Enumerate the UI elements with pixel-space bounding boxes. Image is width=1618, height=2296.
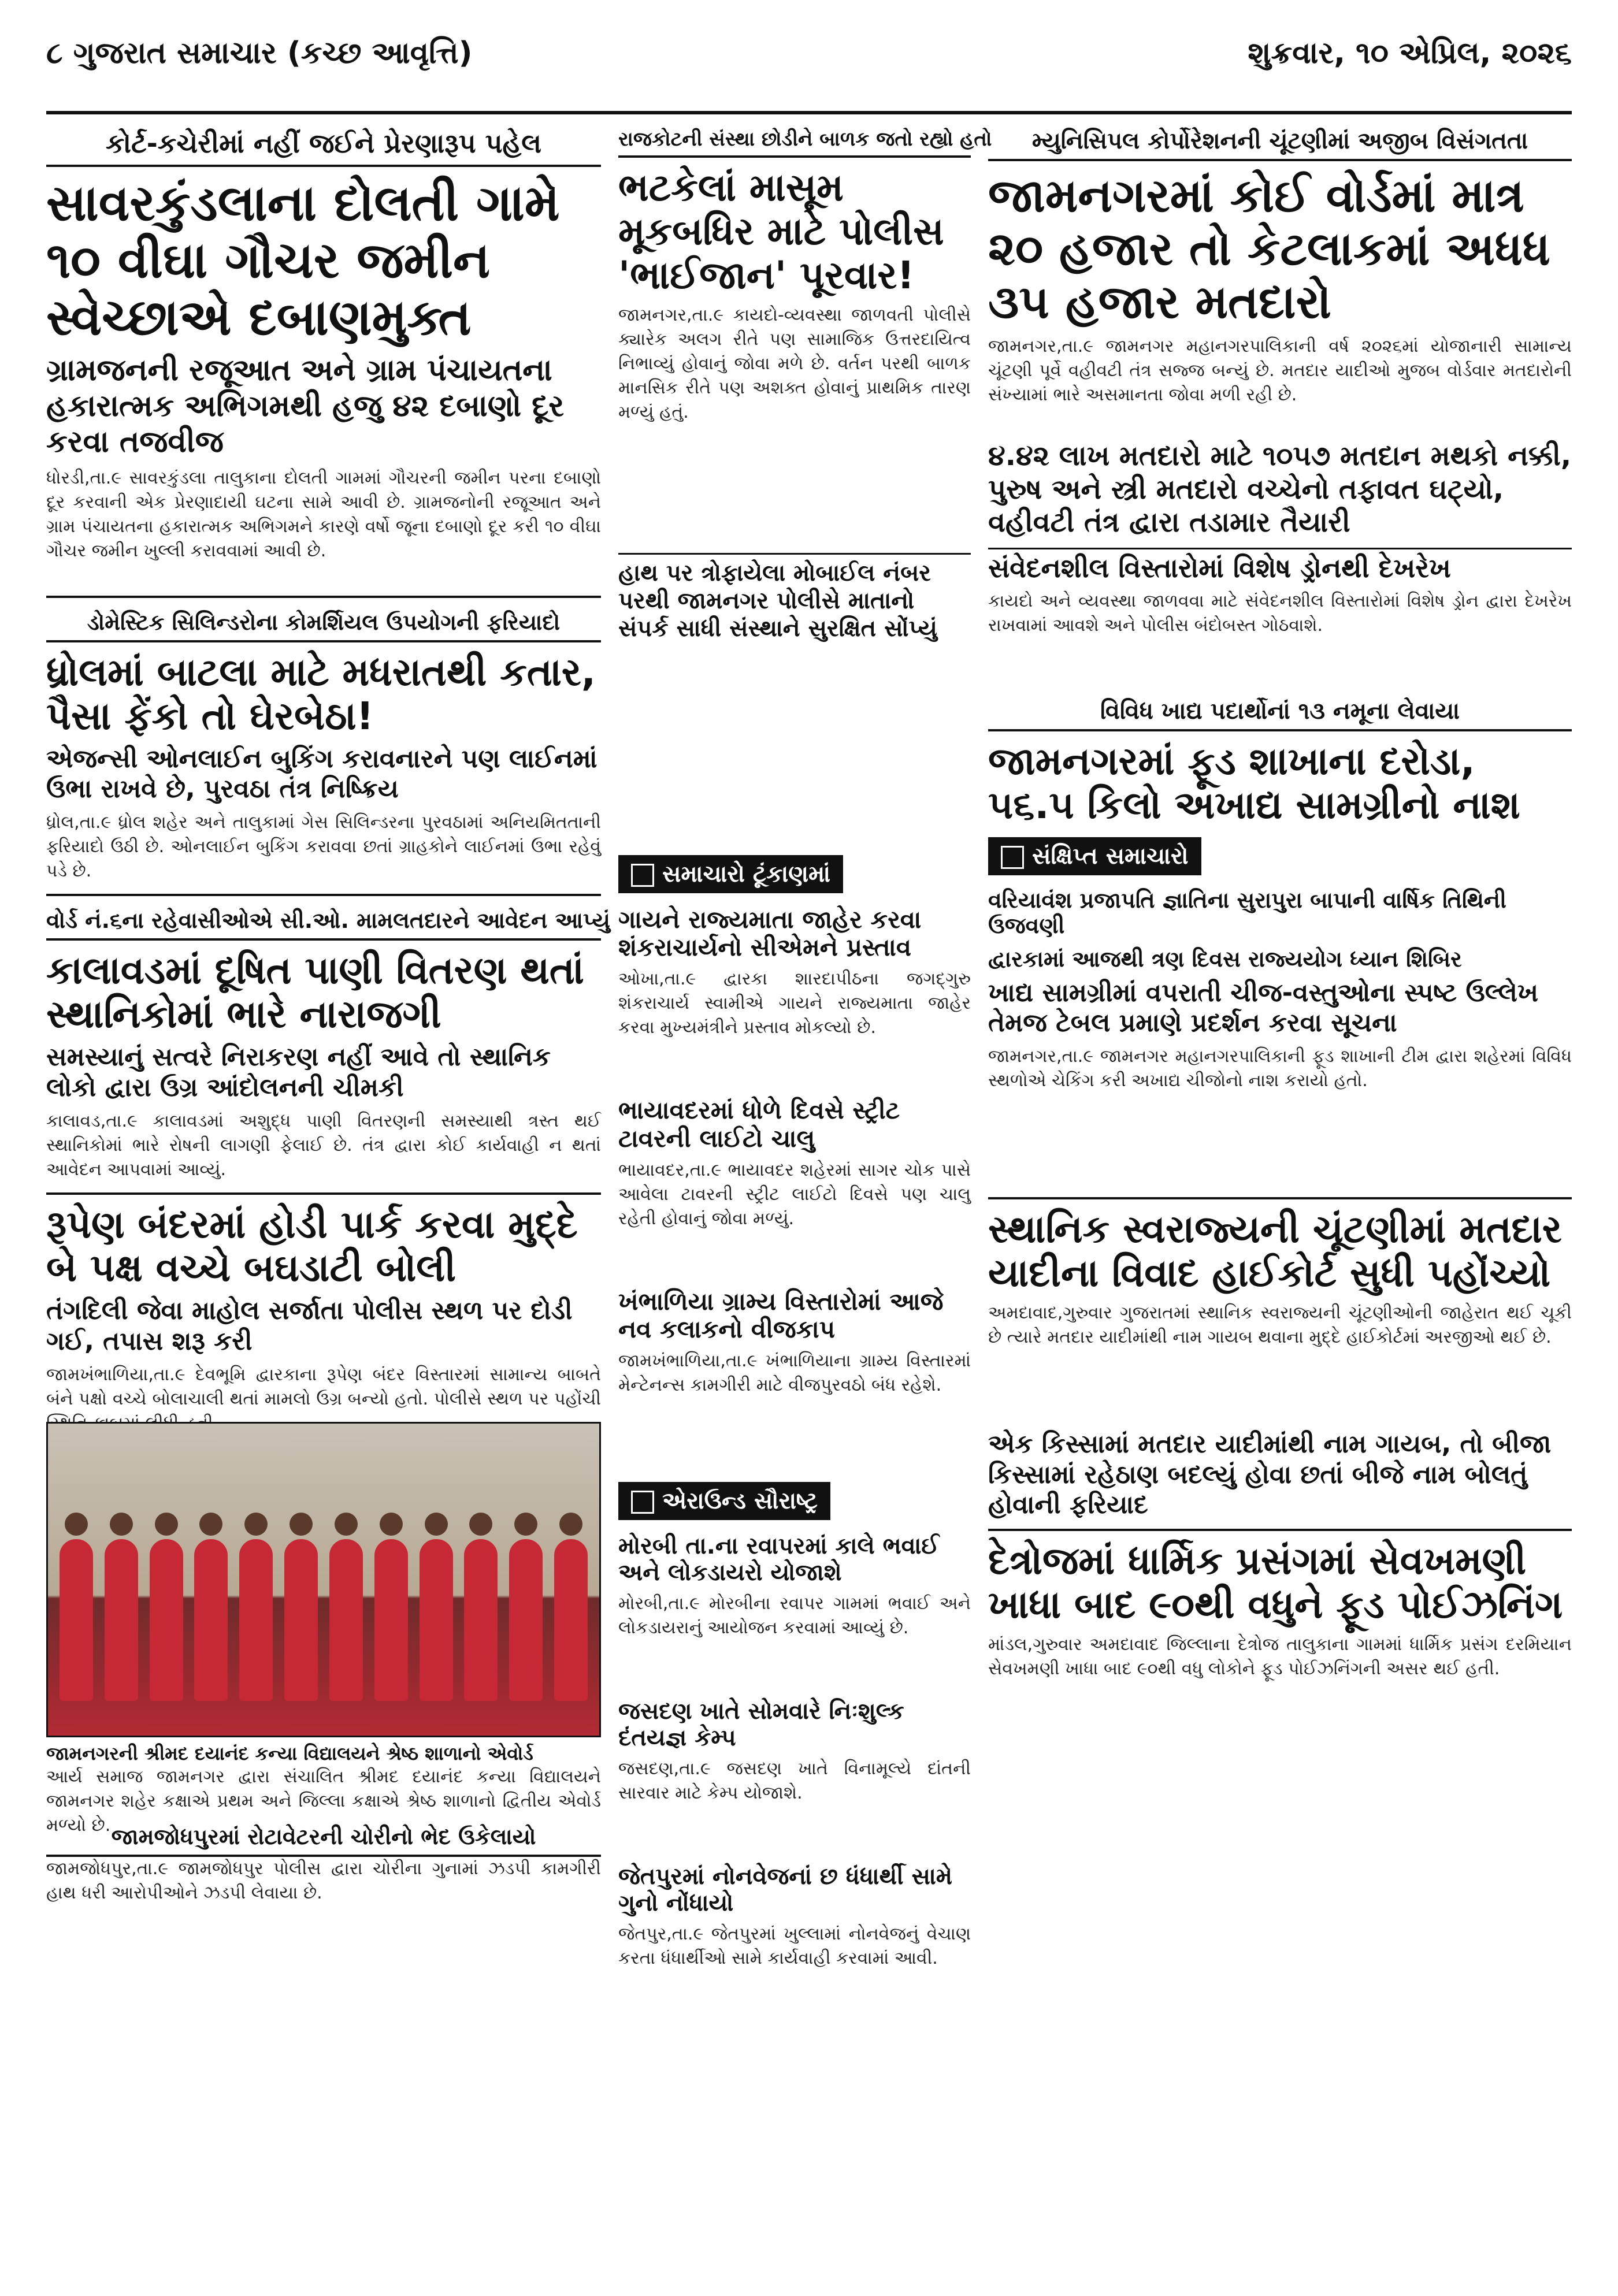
newspaper-name-page: ૮ ગુજરાત સમાચાર (કચ્છ આવૃત્તિ) <box>46 36 473 70</box>
story3-kicker: વોર્ડ નં.૬ના રહેવાસીઓએ સી.ઓ. મામલતદારને આવેદન આપ્યું <box>46 904 601 941</box>
masthead <box>46 24 1572 114</box>
story2-kicker: ડોમેસ્ટિક સિલિન્ડરોના કોમર્શિયલ ઉપયોગની ફરિયાદો <box>46 606 601 642</box>
around1-headline: મોરબી તા.ના રવાપરમાં કાલે ભવાઈ અને લોકડાયરો યોજાશે <box>618 1533 940 1587</box>
col3-brief1-headline: વરિયાવંશ પ્રજાપતિ જ્ઞાતિના સુરાપુરા બાપાની વાર્ષિક તિથિની ઉજવણી <box>988 887 1506 939</box>
story2-headline: ધ્રોલમાં બાટલા માટે મધરાતથી કતાર, પૈસા ફેંકો તો ઘેરબેઠા! <box>46 649 596 738</box>
food-poisoning-body: માંડલ,ગુરુવાર અમદાવાદ જિલ્લાના દેત્રોજ તાલુકાના ગામમાં ધાર્મિક પ્રસંગ દરમિયાન સેવખમણી ખાધા બાદ ૯૦થી વધુ લોકોને ફૂડ પોઈઝનિંગની અસર થઈ હતી. <box>988 1634 1572 1680</box>
story-body: જામનગર,તા.૯ કાયદો-વ્યવસ્થા જાળવતી પોલીસે ક્યારેક અલગ રીતે પણ સામાજિક ઉત્તરદાયિત્વ નિભાવ્યું હોવાનું જોવા મળે છે. વર્તન પરથી બાળક માનસિક રીતે પણ અશક્ત હોવાનું પ્રાથમિક તારણ મળ્યું હતું. <box>618 304 971 422</box>
story3-headline: કાલાવડમાં દૂષિત પાણી વિતરણ થતાં સ્થાનિકોમાં ભારે નારાજગી <box>46 948 584 1037</box>
col3-brief2-headline: દ્વારકામાં આજથી ત્રણ દિવસ રાજ્યયોગ ધ્યાન શિબિર <box>988 946 1462 972</box>
school-group-photo <box>46 1422 601 1737</box>
brief1-body: ઓખા,તા.૯ દ્વારકા શારદાપીઠના જગદ્ગુરુ શંકરાચાર્ય સ્વામીએ ગાયને રાજ્યમાતા જાહેર કરવા મુખ્યમંત્રીને પ્રસ્તાવ મોકલ્યો છે. <box>618 969 971 1038</box>
story4-subheadline: તંગદિલી જેવા માહોલ સર્જાતા પોલીસ સ્થળ પર દોડી ગઈ, તપાસ શરૂ કરી <box>46 1296 573 1357</box>
story-kicker: રાજકોટની સંસ્થા છોડીને બાળક જતો રહ્યો હતો <box>618 124 971 158</box>
story4-body: જામખંભાળિયા,તા.૯ દેવભૂમિ દ્વારકાના રૂપેણ બંદર વિસ્તારમાં સામાન્ય બાબતે બંને પક્ષો વચ્ચે બોલાચાલી થતાં મામલો ઉગ્ર બન્યો હતો. પોલીસે સ્થળ પર પહોંચી <box>46 1364 601 1409</box>
story3-body: કાલાવડ,તા.૯ કાલાવડમાં અશુદ્ધ પાણી વિતરણની સમસ્યાથી ત્રસ્ત થઈ સ્થાનિકોમાં ભારે રોષની લાગણી ફેલાઈ છે. તંત્ર દ્વારા કોઈ કાર્યવાહી ન થતાં આવેદન આપવામાં આવ્યું. <box>46 1110 601 1180</box>
around3-body: જેતપુર,તા.૯ જેતપુરમાં ખુલ્લામાં નોનવેજનું વેચાણ કરતા ધંધાર્થીઓ સામે કાર્યવાહી કરવામાં આવી. <box>618 1924 971 1969</box>
lead-body: ધોરડી,તા.૯ સાવરકુંડલા તાલુકાના દોલતી ગામમાં ગૌચરની જમીન પરના દબાણો દૂર કરવાની એક પ્રેરણાદાયી ઘટના સામે આવી છે. ગ્રામજનોની રજૂઆત અને ગ્રામ પંચાયતના હકારાત્મક અભિગમને કારણે વર્ષો જૂના દબાણો દૂર કરી ૧૦ વીઘા ગૌચર જમીન ખુલ્લી કરાવવામાં આવી છે. <box>46 467 601 561</box>
lead3-body: જામનગર,તા.૯ જામનગર મહાનગરપાલિકાની વર્ષ ૨૦૨૬માં યોજાનારી સામાન્ય ચૂંટણી પૂર્વે વહીવટી તંત્ર સજ્જ બન્યું છે. મતદાર યાદીઓ મુજબ વોર્ડવાર મતદારોની સંખ્યામાં ભારે અસમાનતા જોવા મળી રહી છે. <box>988 336 1572 405</box>
brief2-headline: ભાયાવદરમાં ધોળે દિવસે સ્ટ્રીટ ટાવરની લાઈટો ચાલુ <box>618 1096 900 1153</box>
hourglass-icon <box>1001 846 1024 869</box>
lead3-headline: જામનગરમાં કોઈ વોર્ડમાં માત્ર ૨૦ હજાર તો કેટલાકમાં અધધ ૩૫ હજાર મતદારો <box>988 169 1550 329</box>
around-section-title: એરાઉન્ડ સૌરાષ્ટ્ર <box>618 1482 830 1520</box>
voter-list-body: અમદાવાદ,ગુરુવાર ગુજરાતમાં સ્થાનિક સ્વરાજ્યની ચૂંટણીઓની જાહેરાત થઈ ચૂકી છે ત્યારે મતદાર યાદીમાંથી નામ ગાયબ થવાના મુદ્દે હાઈકોર્ટમાં અરજીઓ થઈ છે. <box>988 1302 1572 1347</box>
photo-caption: જામનગરની શ્રીમદ દયાનંદ કન્યા વિદ્યાલયને શ્રેષ્ઠ શાળાનો એવોર્ડ <box>46 1742 533 1764</box>
divider <box>46 894 601 896</box>
divider <box>46 1192 601 1195</box>
story5-kicker: જામજોધપુરમાં રોટાવેટરની ચોરીનો ભેદ ઉકેલાયો <box>46 1821 601 1857</box>
divider <box>988 1197 1572 1199</box>
food-subheadline: ખાદ્ય સામગ્રીમાં વપરાતી ચીજ-વસ્તુઓના સ્પષ્ટ ઉલ્લેખ તેમજ ટેબલ પ્રમાણે પ્રદર્શન કરવા સૂચના <box>988 978 1539 1038</box>
story5-body: જામજોધપુર,તા.૯ જામજોધપુર પોલીસ દ્વારા ચોરીના ગુનામાં ઝડપી કામગીરી હાથ ધરી આરોપીઓને ઝડપી લેવાયા છે. <box>46 1858 601 1903</box>
photo-text: આર્ય સમાજ જામનગર દ્વારા સંચાલિત શ્રીમદ દયાનંદ કન્યા વિદ્યાલયને જામનગર શહેર કક્ષાએ પ્રથમ અને જિલ્લા કક્ષાએ શ્રેષ્ઠ શાળાનો દ્વિતીય એવોર્ડ મળ્યો છે. <box>46 1766 601 1836</box>
voter-list-subheadline: એક કિસ્સામાં મતદાર યાદીમાંથી નામ ગાયબ, તો બીજા કિસ્સામાં રહેઠાણ બદલ્યું હોવા છતાં બીજે નામ બોલતું હોવાની ફરિયાદ <box>988 1429 1552 1520</box>
lead3-subheadline: ૪.૪૨ લાખ મતદારો માટે ૧૦૫૭ મતદાન મથકો નક્કી, પુરુષ અને સ્ત્રી મતદારો વચ્ચેનો તફાવત ઘટ્યો, વહીવટી તંત્ર દ્વારા તડામાર તૈયારી <box>988 440 1572 539</box>
brief-section-title: સમાચારો ટૂંકાણમાં <box>618 855 843 893</box>
column-right <box>988 124 1572 1755</box>
lead-headline: સાવરકુંડલાના દોલતી ગામે ૧૦ વીઘા ગૌચર જમીન સ્વેચ્છાએ દબાણમુક્ત <box>46 174 560 347</box>
food-kicker: વિવિધ ખાદ્ય પદાર્થોનાં ૧૩ નમૂના લેવાયા <box>988 694 1572 731</box>
story3-subheadline: સમસ્યાનું સત્વરે નિરાકરણ નહીં આવે તો સ્થાનિક લોકો દ્વારા ઉગ્ર આંદોલનની ચીમકી <box>46 1042 551 1102</box>
hourglass-icon <box>631 1491 654 1514</box>
lead-kicker: કોર્ટ-કચેરીમાં નહીં જઈને પ્રેરણારૂપ પહેલ <box>46 124 601 167</box>
around2-body: જસદણ,તા.૯ જસદણ ખાતે વિનામૂલ્યે દાંતની સારવાર માટે કેમ્પ યોજાશે. <box>618 1759 971 1804</box>
brief3-headline: ખંભાળિયા ગ્રામ્ય વિસ્તારોમાં આજે નવ કલાકનો વીજકાપ <box>618 1287 944 1344</box>
around2-headline: જસદણ ખાતે સોમવારે નિઃશુલ્ક દંતયજ્ઞ કેમ્પ <box>618 1698 904 1752</box>
story-highlight: હાથ પર ત્રોફાયેલા મોબાઈલ નંબર પરથી જામનગર પોલીસે માતાનો સંપર્ક સાધી સંસ્થાને સુરક્ષિત સોંપ્યું <box>618 553 971 642</box>
story2-subheadline: એજન્સી ઓનલાઈન બુકિંગ કરાવનારને પણ લાઈનમાં ઉભા રાખવે છે, પુરવઠા તંત્ર નિષ્ક્રિય <box>46 744 598 804</box>
lead-subheadline: ગ્રામજનની રજૂઆત અને ગ્રામ પંચાયતના હકારાત્મક અભિગમથી હજુ ૪૨ દબાણો દૂર કરવા તજવીજ <box>46 352 565 460</box>
voter-list-headline: સ્થાનિક સ્વરાજ્યની ચૂંટણીમાં મતદાર યાદીના વિવાદ હાઈકોર્ટ સુધી પહોંચ્યો <box>988 1207 1562 1295</box>
brief1-headline: ગાયને રાજ્યમાતા જાહેર કરવા શંકરાચાર્યનો સીએમને પ્રસ્તાવ <box>618 905 922 961</box>
issue-date: શુક્રવાર, ૧૦ એપ્રિલ, ૨૦૨૬ <box>1248 36 1572 70</box>
brief3-body: જામખંભાળિયા,તા.૯ ખંભાળિયાના ગ્રામ્ય વિસ્તારમાં મેન્ટેનન્સ કામગીરી માટે વીજપુરવઠો બંધ રહેશે. <box>618 1351 971 1396</box>
around3-headline: જેતપુરમાં નોનવેજનાં છ ધંધાર્થી સામે ગુનો નોંધાયો <box>618 1863 952 1917</box>
sensitive-areas-body: કાયદો અને વ્યવસ્થા જાળવવા માટે સંવેદનશીલ વિસ્તારોમાં વિશેષ ડ્રોન દ્વારા દેખરેખ રાખવામાં આવશે અને પોલીસ બંદોબસ્ત ગોઠવાશે. <box>988 590 1572 636</box>
sensitive-areas-headline: સંવેદનશીલ વિસ્તારોમાં વિશેષ ડ્રોનથી દેખરેખ <box>988 548 1572 584</box>
food-headline: જામનગરમાં ફૂડ શાખાના દરોડા, ૫૬.૫ કિલો અખાદ્ય સામગ્રીનો નાશ <box>988 738 1520 827</box>
food-body: જામનગર,તા.૯ જામનગર મહાનગરપાલિકાની ફૂડ શાખાની ટીમ દ્વારા શહેરમાં વિવિધ સ્થળોએ ચેકિંગ કરી અખાદ્ય ચીજોનો નાશ કરાયો હતો. <box>988 1046 1572 1091</box>
hourglass-icon <box>631 864 654 887</box>
around1-body: મોરબી,તા.૯ મોરબીના રવાપર ગામમાં ભવાઈ અને લોકડાયરાનું આયોજન કરવામાં આવ્યું છે. <box>618 1593 971 1639</box>
food-poisoning-headline: દેત્રોજમાં ધાર્મિક પ્રસંગમાં સેવખમણી ખાધા બાદ ૯૦થી વધુને ફૂડ પોઈઝનિંગ <box>988 1539 1563 1628</box>
column-middle <box>618 124 992 2004</box>
divider <box>46 596 601 598</box>
brief3-section-title: સંક્ષિપ્ત સમાચારો <box>988 837 1201 875</box>
brief2-body: ભાયાવદર,તા.૯ ભાયાવદર શહેરમાં સાગર ચોક પાસે આવેલા ટાવરની સ્ટ્રીટ લાઈટો દિવસે પણ ચાલુ રહેતી હોવાનું જોવા મળ્યું. <box>618 1160 971 1229</box>
story4-headline: રૂપેણ બંદરમાં હોડી પાર્ક કરવા મુદ્દે બે પક્ષ વચ્ચે બઘડાટી બોલી <box>46 1202 578 1291</box>
column-left <box>46 124 610 1912</box>
divider <box>988 1529 1572 1531</box>
story2-body: ધ્રોલ,તા.૯ ધ્રોલ શહેર અને તાલુકામાં ગેસ સિલિન્ડરના પુરવઠામાં અનિયમિતતાની ફરિયાદો ઉઠી છે. ઓનલાઈન બુકિંગ કરાવવા છતાં ગ્રાહકોને લાઈનમાં ઉભા રહેવું પડે છે. <box>46 812 601 882</box>
lead3-kicker: મ્યુનિસિપલ કોર્પોરેશનની ચૂંટણીમાં અજીબ વિસંગતતા <box>988 124 1572 161</box>
story-headline: ભટકેલાં માસૂમ મૂકબધિર માટે પોલીસ 'ભાઈજાન' પૂરવાર! <box>618 165 944 298</box>
